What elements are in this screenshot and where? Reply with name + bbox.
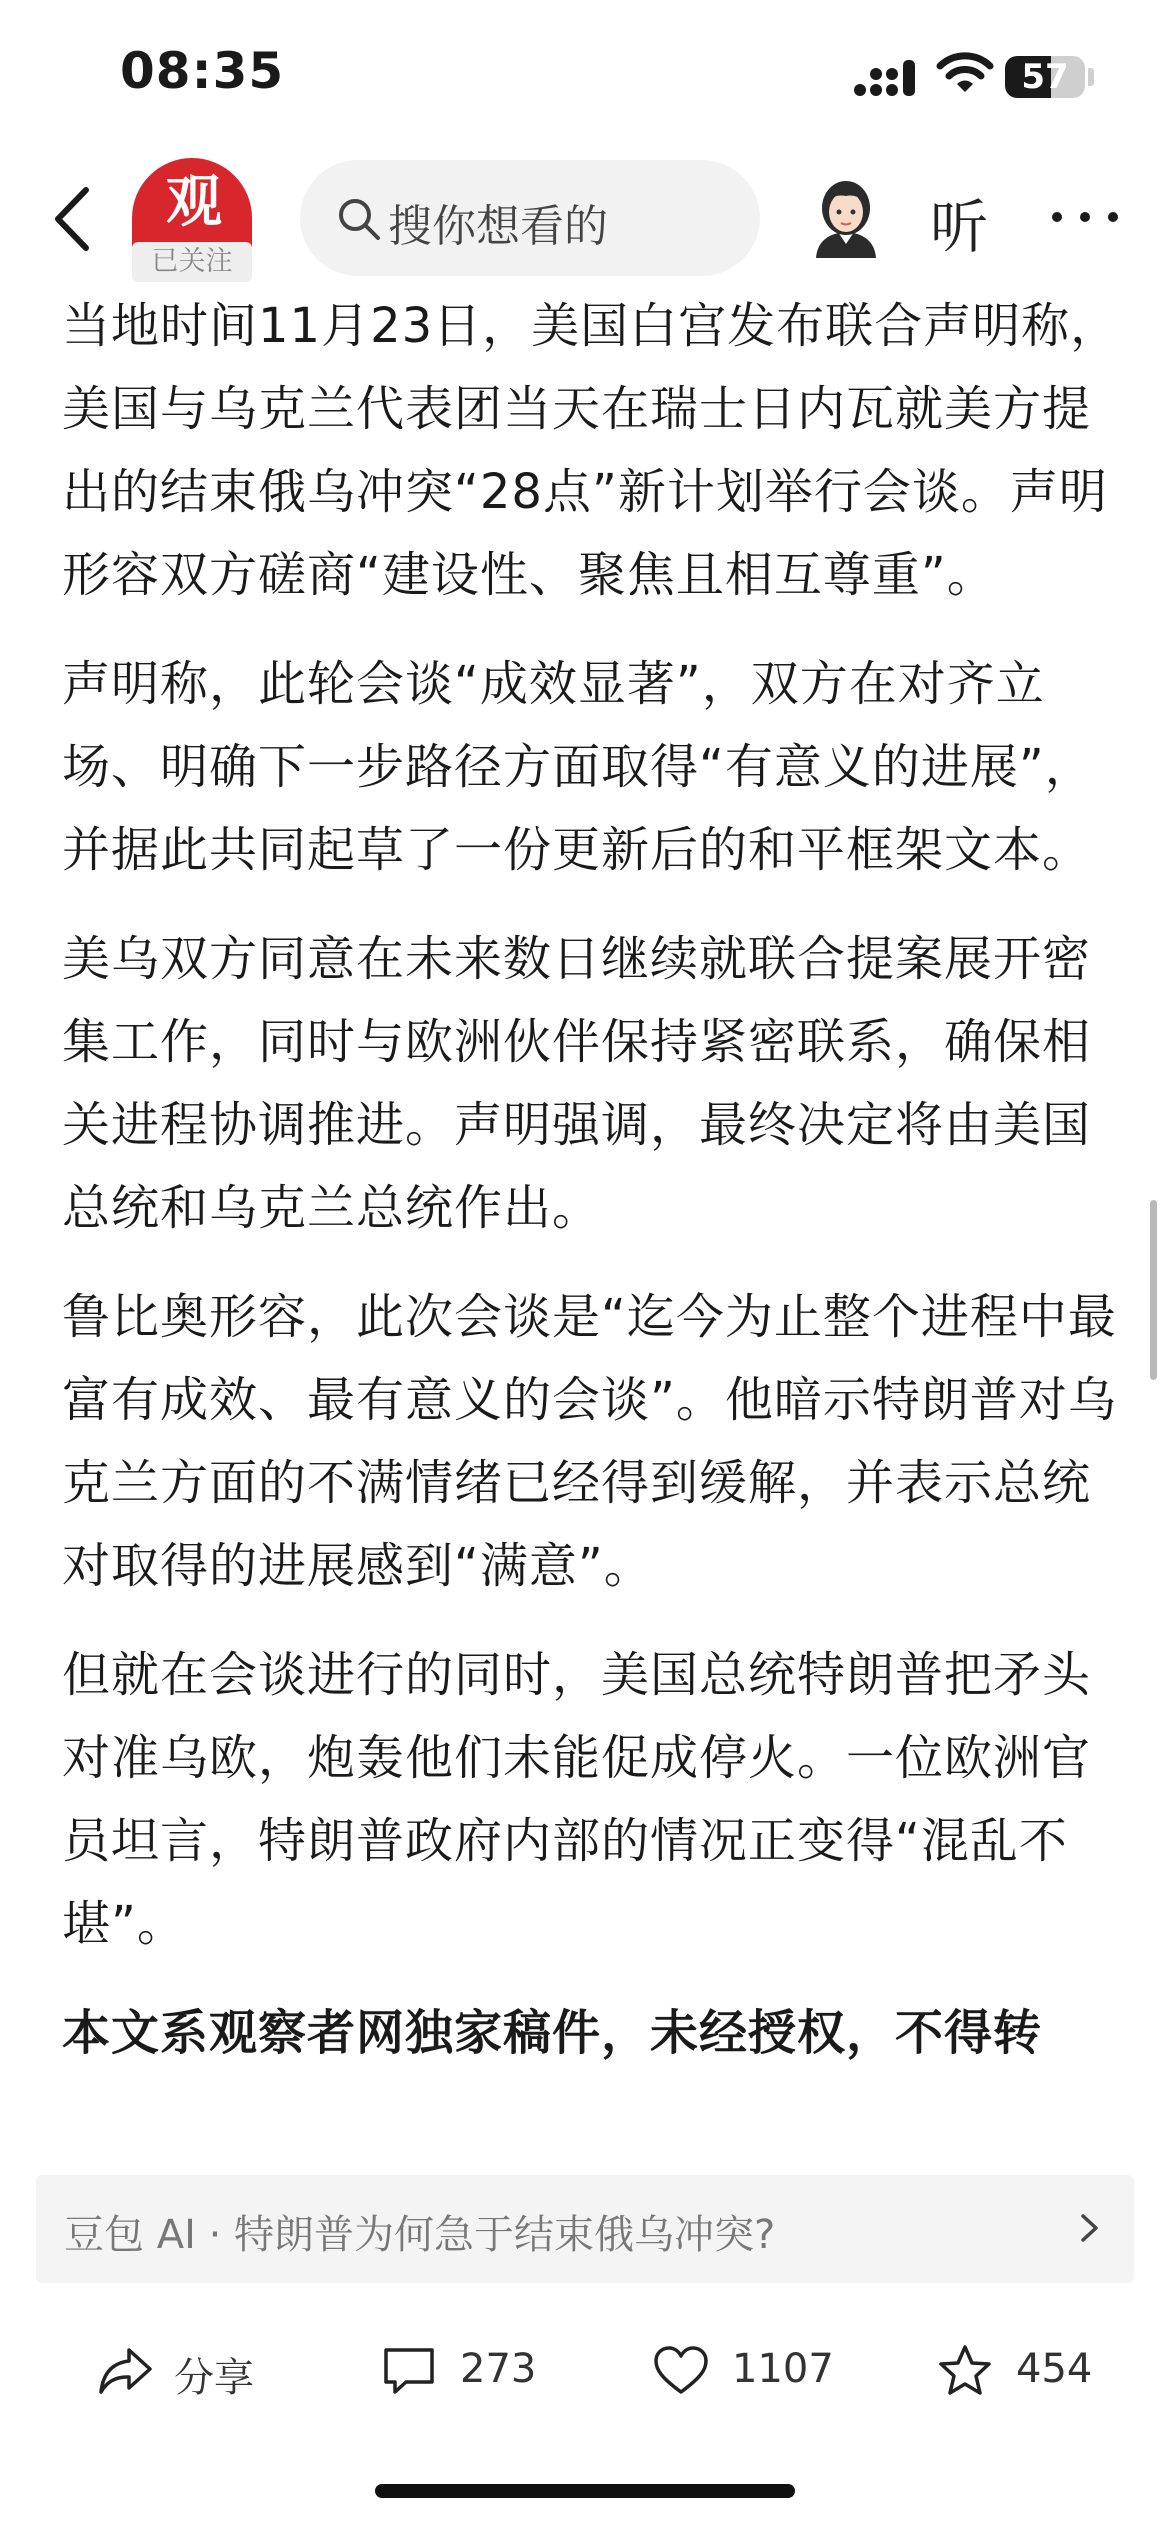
- comment-icon: [380, 2342, 438, 2400]
- comment-button[interactable]: [380, 2336, 560, 2406]
- article-paragraph: 声明称，此轮会谈“成效显著”，双方在对齐立场、明确下一步路径方面取得“有意义的进展”，并据此共同起草了一份更新后的和平框架文本。: [62, 656, 1094, 878]
- publisher-logo[interactable]: [132, 158, 252, 278]
- heart-icon: [652, 2342, 710, 2400]
- status-time: 08:35: [120, 42, 285, 100]
- share-icon: [96, 2342, 154, 2400]
- article-paragraph: 但就在会谈进行的同时，美国总统特朗普把矛头对准乌欧，炮轰他们未能促成停火。一位欧洲官员坦言，特朗普政府内部的情况正变得“混乱不堪”。: [62, 1647, 1092, 1952]
- home-indicator: [375, 2484, 795, 2498]
- follow-badge[interactable]: 已关注: [132, 242, 252, 282]
- article-body: [62, 285, 1122, 2155]
- listen-button[interactable]: 听: [930, 193, 989, 261]
- bottom-action-bar: [0, 2300, 1170, 2450]
- favorite-count: 454: [1016, 2346, 1093, 2392]
- battery-icon: [1005, 56, 1085, 98]
- article-paragraph: 美乌双方同意在未来数日继续就联合提案展开密集工作，同时与欧洲伙伴保持紧密联系，确保相关进程协调推进。声明强调，最终决定将由美国总统和乌克兰总统作出。: [62, 931, 1092, 1236]
- status-bar: [0, 0, 1170, 150]
- ai-question-bar[interactable]: [36, 2175, 1134, 2283]
- more-icon[interactable]: [1050, 210, 1120, 224]
- scrollbar[interactable]: [1150, 1200, 1157, 1380]
- star-icon: [936, 2342, 994, 2400]
- avatar-icon[interactable]: [808, 178, 884, 258]
- search-placeholder: 搜你想看的: [388, 201, 608, 252]
- copyright-notice: 本文系观察者网独家稿件，未经授权，不得转: [62, 2005, 1043, 2061]
- comment-count: 273: [460, 2346, 537, 2392]
- logo-letters: 观: [166, 170, 218, 235]
- favorite-button[interactable]: [936, 2336, 1116, 2406]
- search-icon: [336, 196, 382, 242]
- chevron-right-icon: [1072, 2211, 1106, 2245]
- article-paragraph: 当地时间11月23日，美国白宫发布联合声明称，美国与乌克兰代表团当天在瑞士日内瓦就美方提出的结束俄乌冲突“28点”新计划举行会谈。声明形容双方磋商“建设性、聚焦且相互尊重”。: [62, 298, 1120, 603]
- share-button[interactable]: [96, 2336, 266, 2406]
- search-input[interactable]: [300, 160, 760, 276]
- battery-level: 57: [1021, 57, 1069, 97]
- signal-icon: [852, 58, 922, 98]
- ai-question-text: 豆包 AI · 特朗普为何急于结束俄乌冲突?: [64, 2212, 776, 2258]
- article-header: [0, 150, 1170, 285]
- like-count: 1107: [732, 2346, 834, 2392]
- share-label: 分享: [174, 2355, 254, 2401]
- back-icon[interactable]: [48, 184, 98, 254]
- like-button[interactable]: [652, 2336, 852, 2406]
- wifi-icon: [935, 52, 995, 96]
- article-paragraph: 鲁比奥形容，此次会谈是“迄今为止整个进程中最富有成效、最有意义的会谈”。他暗示特朗普对乌克兰方面的不满情绪已经得到缓解，并表示总统对取得的进展感到“满意”。: [62, 1289, 1117, 1594]
- battery-cap: [1088, 68, 1094, 86]
